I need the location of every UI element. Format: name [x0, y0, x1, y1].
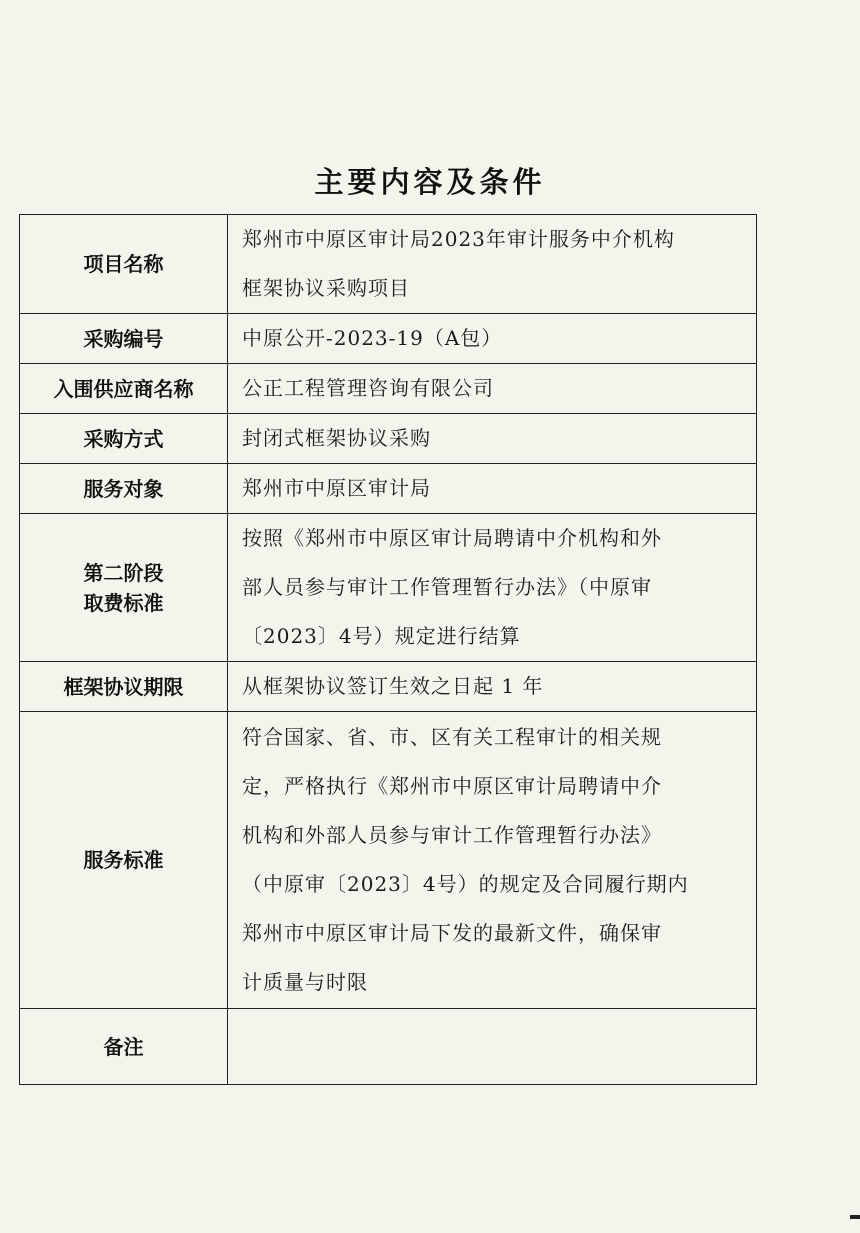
- label-service-target: [20, 464, 228, 514]
- label-text: 第二阶段: [83, 560, 164, 585]
- value-text: 〔2023〕4号）规定进行结算: [242, 624, 521, 648]
- label-text: 采购方式: [83, 426, 164, 451]
- table-row-procurement-method: [20, 414, 757, 464]
- value-procurement-method: [228, 414, 757, 464]
- value-text: 中原公开-2023-19（A包）: [242, 326, 503, 350]
- table-row-service-target: [20, 464, 757, 514]
- table-row-service-standard: [20, 712, 757, 1009]
- value-text: 公正工程管理咨询有限公司: [242, 376, 494, 400]
- table-row-supplier: [20, 364, 757, 414]
- value-text: 按照《郑州市中原区审计局聘请中介机构和外: [242, 526, 662, 550]
- label-agreement-period: [20, 662, 228, 712]
- table-row-fee-standard: [20, 514, 757, 662]
- label-fee-standard: [20, 514, 228, 662]
- value-text: 部人员参与审计工作管理暂行办法》（中原审: [242, 575, 652, 599]
- label-text: 取费标准: [83, 590, 164, 615]
- value-service-target: [228, 464, 757, 514]
- value-text: 机构和外部人员参与审计工作管理暂行办法》: [242, 823, 662, 847]
- label-supplier: [20, 364, 228, 414]
- table-row-remarks: [20, 1009, 757, 1085]
- label-text: 框架协议期限: [63, 674, 184, 699]
- value-procurement-number: [228, 314, 757, 364]
- label-service-standard: [20, 712, 228, 1009]
- label-text: 服务对象: [83, 476, 164, 501]
- label-text: 备注: [103, 1034, 144, 1059]
- value-text: 封闭式框架协议采购: [242, 426, 431, 450]
- label-text: 采购编号: [83, 326, 164, 351]
- value-fee-standard: [228, 514, 757, 662]
- value-project-name: [228, 215, 757, 314]
- label-text: 服务标准: [83, 848, 164, 872]
- table-row-procurement-number: [20, 314, 757, 364]
- value-service-standard: [228, 712, 757, 1009]
- label-text: 入围供应商名称: [53, 376, 194, 401]
- table-row-project-name: [20, 215, 757, 314]
- value-text: 定，严格执行《郑州市中原区审计局聘请中介: [242, 774, 662, 798]
- label-procurement-number: [20, 314, 228, 364]
- page-title: 主要内容及条件: [314, 165, 546, 199]
- scan-edge-mark: [850, 1215, 860, 1219]
- value-text: 从框架协议签订生效之日起 1 年: [242, 674, 544, 698]
- value-remarks: [228, 1009, 757, 1085]
- label-text: 项目名称: [83, 252, 164, 276]
- label-procurement-method: [20, 414, 228, 464]
- value-text: 框架协议采购项目: [242, 276, 410, 300]
- value-agreement-period: [228, 662, 757, 712]
- value-text: 计质量与时限: [242, 970, 368, 994]
- value-text: 郑州市中原区审计局下发的最新文件，确保审: [242, 921, 662, 945]
- value-supplier: [228, 364, 757, 414]
- label-project-name: [20, 215, 228, 314]
- conditions-table: [19, 214, 757, 1085]
- table-row-agreement-period: [20, 662, 757, 712]
- value-text: 郑州市中原区审计局: [242, 476, 431, 500]
- value-text: （中原审〔2023〕4号）的规定及合同履行期内: [242, 872, 689, 896]
- value-text: 符合国家、省、市、区有关工程审计的相关规: [242, 725, 662, 749]
- value-text: 郑州市中原区审计局2023年审计服务中介机构: [242, 227, 675, 251]
- label-remarks: [20, 1009, 228, 1085]
